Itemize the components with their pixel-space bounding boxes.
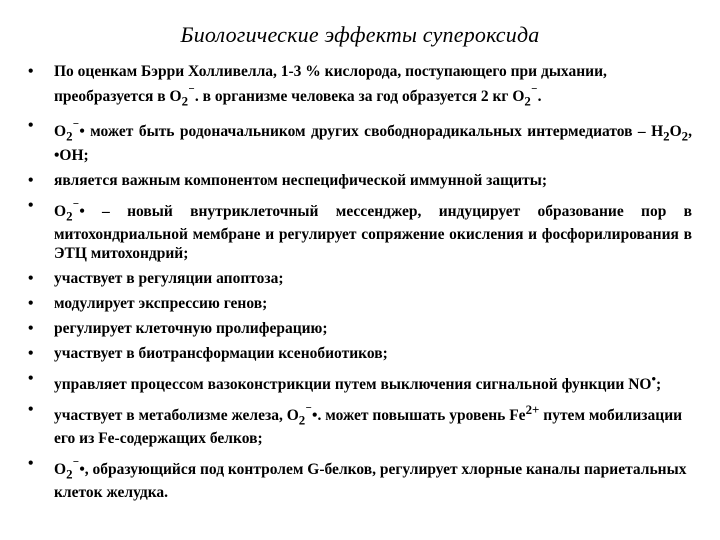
superscript-text: ⁻	[72, 118, 80, 134]
bullet-icon: •	[28, 344, 34, 362]
item-text: ;	[656, 375, 662, 393]
item-text: управляет процессом вазоконстрикции путем выключения сигнальной функции NO	[54, 375, 652, 393]
item-text: О	[54, 202, 67, 220]
item-text: •, образующийся под контролем G-белков, регулирует хлорные каналы париетальных клеток желудка.	[54, 461, 687, 502]
item-text: •. может повышать уровень Fe	[312, 407, 526, 425]
list-item	[24, 344, 692, 363]
subscript-text: 2	[66, 466, 73, 482]
bullet-icon: •	[28, 369, 34, 387]
subscript-text: 2	[298, 412, 306, 428]
list-item	[24, 369, 692, 394]
bullet-icon: •	[28, 294, 34, 312]
superscript-text: ⁻	[188, 83, 195, 98]
superscript-text: ⁻	[305, 401, 313, 417]
subscript-text: 2	[66, 128, 73, 144]
list-item	[24, 269, 692, 288]
bullet-icon: •	[28, 171, 34, 189]
bullet-icon: •	[28, 196, 34, 214]
subscript-text: 2	[663, 128, 670, 144]
superscript-text: 2+	[525, 401, 540, 417]
subscript-text: 2	[524, 93, 531, 109]
list-item	[24, 62, 692, 110]
item-text: По оценкам Бэрри Холливелла, 1-3 % кислорода, поступающего при дыхании, преобразуется в О	[54, 63, 607, 106]
bullet-icon: •	[28, 117, 34, 135]
item-text: . в организме человека за год образуется 2 кг О	[194, 88, 525, 106]
item-text: является важным компонентом неспецифической иммунной защиты;	[54, 171, 548, 189]
superscript-text: •	[651, 370, 657, 386]
item-text: О	[54, 461, 67, 479]
list-item	[24, 454, 692, 502]
subscript-text: 2	[181, 93, 189, 109]
list-item	[24, 116, 692, 164]
item-text: модулирует экспрессию генов;	[54, 294, 268, 312]
superscript-text: ⁻	[530, 83, 538, 98]
item-text: регулирует клеточную пролиферацию;	[54, 319, 328, 337]
bullet-icon: •	[28, 269, 34, 287]
bullet-icon: •	[28, 400, 34, 418]
item-text: , •ОН;	[54, 123, 692, 164]
item-text: О	[54, 123, 67, 141]
bullet-icon: •	[28, 455, 34, 473]
slide-title: Биологические эффекты супероксида	[180, 22, 540, 47]
list-item	[24, 196, 692, 263]
item-text: участвует в регуляции апоптоза;	[54, 269, 284, 287]
list-item	[24, 171, 692, 190]
superscript-text: ⁻	[72, 197, 80, 213]
item-text: участвует в метаболизме железа, О	[54, 407, 299, 425]
subscript-text: 2	[681, 128, 689, 144]
item-text: путем мобилизации его из Fe-содержащих белков;	[54, 407, 683, 448]
superscript-text: ⁻	[72, 456, 80, 472]
bullet-icon: •	[28, 319, 34, 337]
item-text: .	[537, 88, 542, 106]
bullet-icon: •	[28, 63, 34, 80]
item-text: • – новый внутриклеточный мессенджер, индуцирует образование пор в митохондриальной мембране и регулирует сопряжение окисления и фосфорилирования в ЭТЦ митохондрий;	[54, 202, 692, 262]
bullet-list	[24, 62, 692, 508]
item-text: • может быть родоначальником других свободнорадикальных интермедиатов – Н	[79, 123, 664, 141]
item-text: участвует в биотрансформации ксенобиотиков;	[54, 344, 388, 362]
list-item	[24, 319, 692, 338]
list-item	[24, 400, 692, 448]
subscript-text: 2	[66, 207, 73, 223]
list-item	[24, 294, 692, 313]
item-text: О	[669, 123, 682, 141]
